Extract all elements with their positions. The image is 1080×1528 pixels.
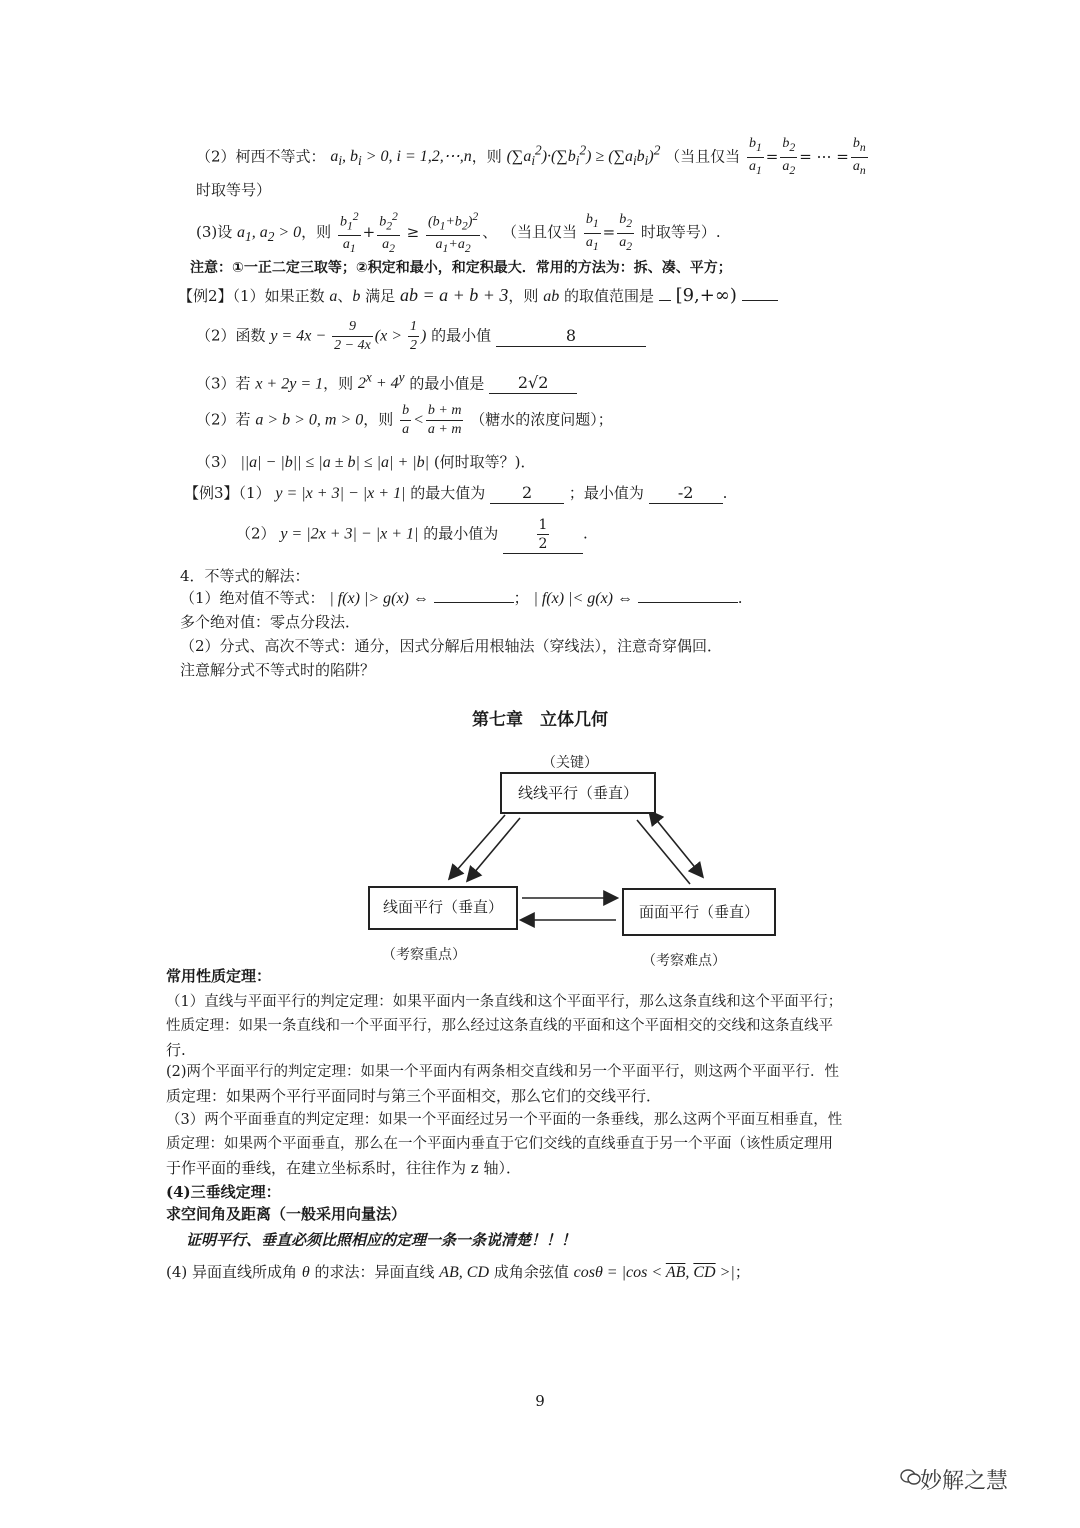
ineq3-line: (3)设 $a_1$, $a_2 > 0$，则 $\frac{b_1^2}{a_1}$ + $\frac{b_2^2}{a_2}$ ≥ $\frac{(b_1+b_2)^2}{a_1+a_2}$ 、 （当且仅当 $\frac{b_1}{a_1}$ = $\frac{b_2}{a_2}$ 时取等号）. <box>196 208 721 258</box>
math: ||a| − |b|| ≤ |a ± b| ≤ |a| + |b| <box>240 454 430 471</box>
math: | f(x) |> g(x) ⇔ <box>329 590 429 607</box>
section4-title: 4．不等式的解法： <box>180 567 310 585</box>
theorem-2a: (2)两个平面平行的判定定理：如果一个平面内有两条相交直线和另一个平面平行，则这两个平面平行．性 <box>166 1064 840 1080</box>
text: (4) 异面直线所成角 <box>166 1263 298 1281</box>
example3-line2: （2） y = |2x + 3| − |x + 1| 的最小值为 $\frac{1}{2}$ . <box>236 517 588 552</box>
fraction: $\frac{b_1}{a_1}$ <box>585 211 599 253</box>
math: $a_i$, $b_i > 0$, i = 1,2,⋯,n <box>330 148 472 169</box>
fraction: $\frac{b_1^2}{a_1}$ <box>339 210 359 256</box>
math: ab <box>543 288 560 305</box>
text: 【例3】（1） <box>184 484 271 502</box>
text: （2）柯西不等式： <box>196 147 326 166</box>
left-caption: （考察重点） <box>382 947 466 963</box>
math: a <box>329 288 338 305</box>
math: y = 4x − <box>270 327 331 345</box>
math: x + 2y = 1 <box>255 375 324 393</box>
text: （2）函数 <box>196 326 266 345</box>
section4-line3: （2）分式、高次不等式：通分，因式分解后用根轴法（穿线法），注意奇穿偶回． <box>180 637 723 655</box>
math: θ <box>301 1264 310 1281</box>
theorem-3c: 于作平面的垂线，在建立坐标系时，往往作为 z 轴）． <box>166 1159 521 1177</box>
chapter-title: 第七章 立体几何 <box>472 710 608 730</box>
text: 的求法：异面直线 <box>314 1263 435 1281</box>
example2-line1: 【例2】（1）如果正数 a、b 满足 ab = a + b + 3，则 ab 的取值范围是 [9,+∞) <box>178 285 778 307</box>
text: ； <box>734 1263 750 1281</box>
text: ，则 <box>508 287 539 305</box>
math: y = |x + 3| − |x + 1| <box>275 485 406 502</box>
fraction: $\frac{b_1}{a_1}$ <box>748 136 762 177</box>
fraction: $\frac{b_2}{a_2}$ <box>619 211 633 253</box>
text: ，则 <box>323 374 354 393</box>
text: ；最小值为 <box>568 484 644 502</box>
example3-line1: 【例3】（1） y = |x + 3| − |x + 1| 的最大值为 2 ；最小值为 -2 . <box>184 483 728 502</box>
skew-lines-line <box>166 1262 750 1283</box>
cauchy-tail: 时取等号） <box>196 181 272 199</box>
text: 成角余弦值 <box>493 1263 569 1281</box>
math: $2^x + 4^y$ <box>357 370 405 393</box>
page-number: 9 <box>535 1392 545 1410</box>
theorems-heading: 常用性质定理： <box>166 967 272 985</box>
text: （当且仅当 <box>502 223 578 242</box>
wechat-icon <box>900 1468 922 1486</box>
theorem-1b: 性质定理：如果一条直线和一个平面平行，那么经过这条直线的平面和这个平面相交的交线和这条直线平 <box>166 1018 833 1034</box>
right-caption: （考察难点） <box>642 953 726 969</box>
text: (何时取等？)． <box>433 453 536 471</box>
emphasis-line: 证明平行、垂直必须比照相应的定理一条一条说清楚！！！ <box>186 1231 577 1249</box>
math: < <box>413 411 424 429</box>
answer: 2√2 <box>517 373 549 393</box>
fraction: $\frac{b_2}{a_2}$ <box>782 136 796 177</box>
text: （2） <box>236 524 276 543</box>
text: ，则 <box>363 410 394 429</box>
fraction: $\frac{9}{2 - 4x}$ <box>334 319 371 353</box>
text: 的最小值为 <box>423 524 499 543</box>
math: AB, CD <box>439 1264 490 1281</box>
math: ) <box>421 327 427 345</box>
angle-distance-heading: 求空间角及距离（一般采用向量法） <box>166 1205 407 1223</box>
text: （3）若 <box>196 374 251 393</box>
theorem-2b: 质定理：如果两个平行平面同时与第三个平面相交，那么它们的交线平行． <box>166 1087 662 1105</box>
answer: 8 <box>565 325 577 345</box>
note-line: 注意：①一正二定三取等；②积定和最小，和定积最大．常用的方法为：拆、凑、平方； <box>190 260 732 276</box>
box-plane-plane: 面面平行（垂直） <box>622 888 776 936</box>
fraction: $\frac{1}{2}$ <box>410 319 418 353</box>
text: 【例2】（1）如果正数 <box>178 287 325 305</box>
math: a > b > 0, m > 0 <box>255 411 364 429</box>
theorem-1c: 行. <box>166 1041 186 1059</box>
watermark: 妙解之慧 <box>920 1469 1009 1494</box>
section4-line1: （1）绝对值不等式： | f(x) |> g(x) ⇔ ； | f(x) |< g(x) ⇔ . <box>180 589 743 607</box>
theorem-3b: 质定理：如果两个平面垂直，那么在一个平面内垂直于它们交线的直线垂直于另一个平面（该性质定理用 <box>166 1136 833 1152</box>
answer: -2 <box>677 483 694 502</box>
text: 满足 <box>365 287 396 305</box>
math: (x > <box>374 327 407 345</box>
fraction: $\frac{b + m}{a + m}$ <box>427 403 462 437</box>
math: b <box>352 288 361 305</box>
math: $a_1$, $a_2 > 0$ <box>237 224 302 245</box>
text: （糖水的浓度问题）； <box>470 410 613 429</box>
math: | f(x) |< g(x) ⇔ <box>533 590 634 607</box>
top-caption: （关键） <box>542 755 598 771</box>
math: $\cos\theta = |\cos < \overline{AB}$, $\overline{CD}$ >| <box>573 1264 735 1281</box>
theorem-3a: （3）两个平面垂直的判定定理：如果一个平面经过另一个平面的一条垂线，那么这两个平面互相垂直，性 <box>166 1112 843 1128</box>
text: 的最小值是 <box>409 374 485 393</box>
fraction: $\frac{(b_1+b_2)^2}{a_1+a_2}$ <box>427 210 479 256</box>
text: （1）绝对值不等式： <box>180 589 325 607</box>
box-line-plane: 线面平行（垂直） <box>368 886 518 930</box>
fraction: $\frac{b_2^2}{a_2}$ <box>379 210 398 256</box>
text: ，则 <box>471 147 502 166</box>
math: $(\sum a_i^2)\cdot(\sum b_i^2) \ge (\sum a_ib_i)^2$ <box>506 142 661 169</box>
cauchy-line: （2）柯西不等式： $a_i$, $b_i > 0$, i = 1,2,⋯,n，则 $(\sum a_i^2)\cdot(\sum b_i^2) \ge (\sum a_ib_i)^2$ （当且仅当 $\frac{b_1}{a_1}$ = $\frac{b_2}{a_2}$ = ⋯ = $\frac{b_n}{a_n}$ <box>196 135 870 180</box>
math: y = |2x + 3| − |x + 1| <box>280 525 419 543</box>
text: 的最大值为 <box>410 484 486 502</box>
text: 的取值范围是 <box>564 287 655 305</box>
fraction: $\frac{b_n}{a_n}$ <box>852 136 866 177</box>
numerator: 1 <box>538 517 548 533</box>
text: 时取等号）. <box>640 223 721 242</box>
theorem-4: (4)三垂线定理： <box>166 1183 281 1201</box>
math: ab = a + b + 3 <box>399 285 509 305</box>
text: 的最小值 <box>431 326 492 345</box>
fraction: $\frac{b}{a}$ <box>402 403 410 437</box>
answer: [9,+∞) <box>675 285 737 306</box>
section4-line2: 多个绝对值：零点分段法． <box>180 613 361 631</box>
text: (3)设 <box>196 223 233 242</box>
text: （当且仅当 <box>665 147 741 166</box>
answer: 2 <box>521 483 533 502</box>
section4-line4: 注意解分式不等式时的陷阱？ <box>180 661 376 679</box>
text: ，则 <box>301 223 332 242</box>
text: （2）若 <box>196 410 251 429</box>
box-line-line: 线线平行（垂直） <box>500 772 656 814</box>
text: （3） <box>196 453 236 471</box>
theorem-1a: （1）直线与平面平行的判定定理：如果平面内一条直线和这个平面平行，那么这条直线和这个平面平行； <box>166 994 843 1010</box>
denominator: 2 <box>538 536 548 552</box>
